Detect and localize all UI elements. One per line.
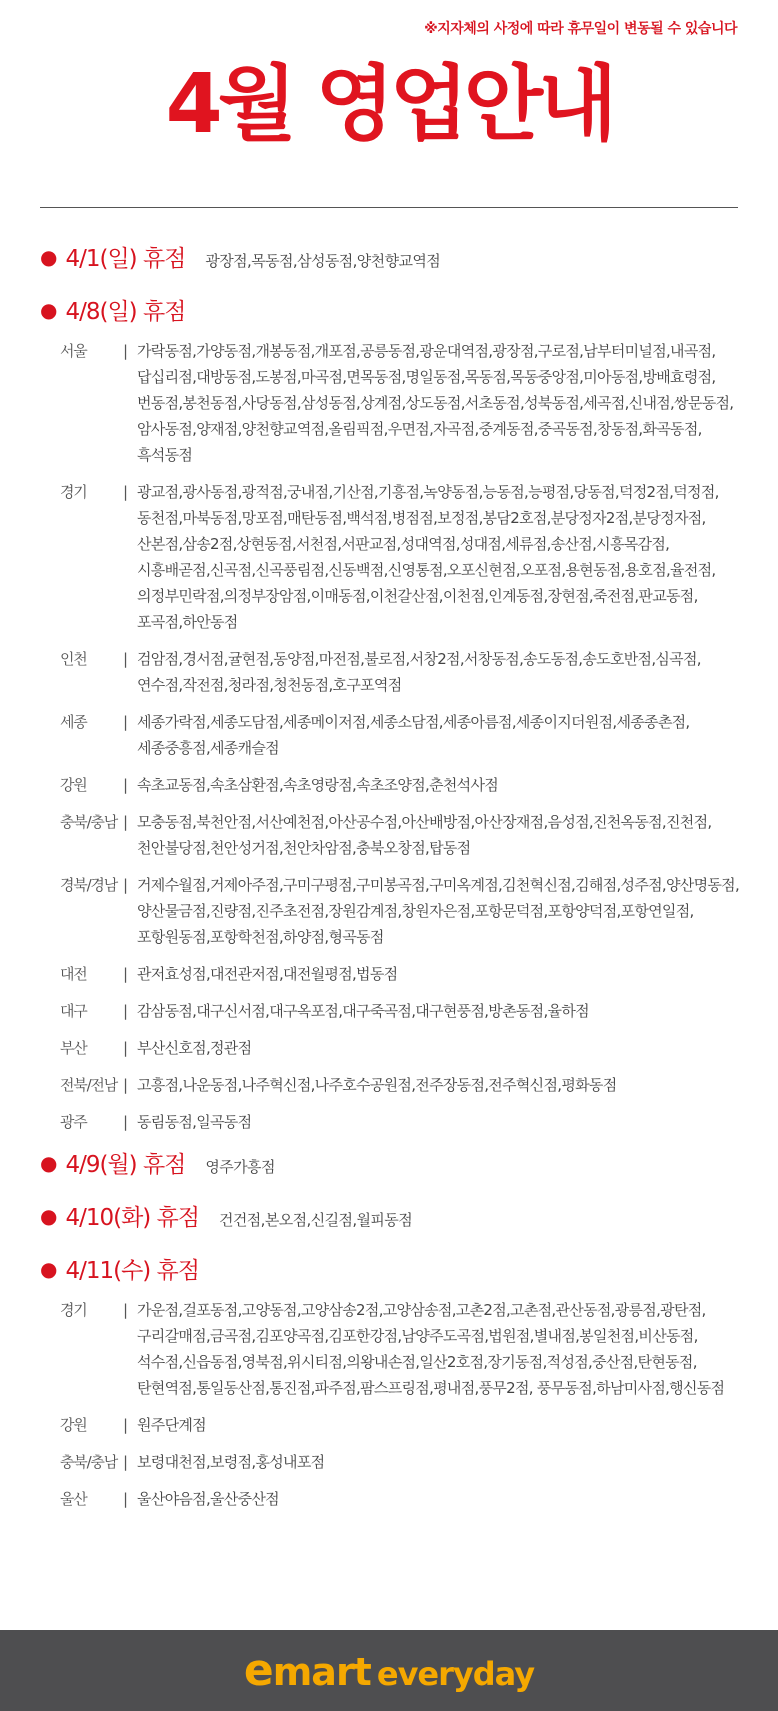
- logo-everyday: everyday: [376, 1655, 535, 1693]
- region-label: 서울: [60, 342, 87, 360]
- store-list: 울산야음점,울산중산점: [137, 1490, 279, 1508]
- section-apr-8: [40, 293, 740, 1135]
- region-row: [60, 338, 740, 468]
- page-title: 4월 영업안내: [165, 57, 613, 152]
- region-label: 경북/경남: [60, 876, 118, 894]
- store-list: 검암점,경서점,귤현점,동양점,마전점,불로점,서창2점,서창동점,송도동점,송도호반점,심곡점,연수점,작전점,청라점,청천동점,호구포역점: [137, 650, 701, 694]
- separator: |: [123, 342, 128, 360]
- section-header: [40, 240, 740, 273]
- section-title: 4/9(월) 휴점: [65, 1152, 186, 1178]
- emart-everyday-logo: [244, 1645, 534, 1696]
- separator: |: [123, 1039, 128, 1057]
- separator: |: [123, 1002, 128, 1020]
- divider: [40, 207, 738, 208]
- separator: |: [123, 1416, 128, 1434]
- section-stores: 건건점,본오점,신길점,월피동점: [219, 1211, 413, 1229]
- bullet-icon: ●: [40, 1151, 58, 1175]
- region-row: [60, 1486, 740, 1512]
- store-list: 부산신호점,정관점: [137, 1039, 252, 1057]
- store-list: 보령대천점,보령점,홍성내포점: [137, 1453, 325, 1471]
- store-list: 동림동점,일곡동점: [137, 1113, 252, 1131]
- store-list: 세종가락점,세종도담점,세종메이저점,세종소담점,세종아름점,세종이지더원점,세종종촌점,세종중흥점,세종캐슬점: [137, 713, 690, 757]
- region-label: 대전: [60, 965, 87, 983]
- separator: |: [123, 813, 128, 831]
- region-row: [60, 998, 740, 1024]
- region-label: 강원: [60, 1416, 87, 1434]
- section-header: [40, 1199, 740, 1232]
- region-label: 경기: [60, 1301, 87, 1319]
- schedule-content: [40, 240, 740, 1523]
- store-list: 모충동점,북천안점,서산예천점,아산공수점,아산배방점,아산장재점,음성점,진천옥동점,진천점,천안불당점,천안성거점,천안차암점,충북오창점,탑동점: [137, 813, 712, 857]
- separator: |: [123, 483, 128, 501]
- separator: |: [123, 1076, 128, 1094]
- region-label: 부산: [60, 1039, 87, 1057]
- bullet-icon: ●: [40, 1204, 58, 1228]
- separator: |: [123, 1490, 128, 1508]
- separator: |: [123, 650, 128, 668]
- section-header: [40, 1146, 740, 1179]
- store-list: 가락동점,가양동점,개봉동점,개포점,공릉동점,광운대역점,광장점,구로점,남부터미널점,내곡점,답십리점,대방동점,도봉점,마곡점,면목동점,명일동점,목동점,목동중앙점,미아동점,방배효령점,번동점,봉천동점,사당동점,삼성동점,상계점,상도동점,서초동점,성북동점,세곡점,신내점,쌍문동점,암사동점,양재점,양천향교역점,올림픽점,우면점,자곡점,중계동점,중곡동점,창동점,화곡동점,흑석동점: [137, 342, 734, 464]
- separator: |: [123, 1301, 128, 1319]
- section-title: 4/1(일) 휴점: [65, 246, 186, 272]
- region-label: 충북/충남: [60, 813, 118, 831]
- logo-e: e: [243, 1645, 273, 1696]
- store-list: 속초교동점,속초삼환점,속초영랑점,속초조양점,춘천석사점: [137, 776, 499, 794]
- store-list: 고흥점,나운동점,나주혁신점,나주호수공원점,전주장동점,전주혁신점,평화동점: [137, 1076, 617, 1094]
- section-stores: 광장점,목동점,삼성동점,양천향교역점: [205, 252, 441, 270]
- notice-text: ※지자체의 사정에 따라 휴무일이 변동될 수 있습니다: [424, 21, 737, 37]
- store-list: 원주단계점: [137, 1416, 206, 1434]
- region-label: 세종: [60, 713, 87, 731]
- section-title: 4/8(일) 휴점: [65, 299, 186, 325]
- separator: |: [123, 876, 128, 894]
- footer: [0, 1630, 778, 1711]
- section-apr-1: [40, 240, 740, 273]
- region-row: [60, 709, 740, 761]
- separator: |: [123, 1113, 128, 1131]
- section-title: 4/11(수) 휴점: [65, 1258, 200, 1284]
- region-label: 충북/충남: [60, 1453, 118, 1471]
- store-list: 거제수월점,거제아주점,구미구평점,구미봉곡점,구미옥계점,김천혁신점,김해점,성주점,양산명동점,양산물금점,진량점,진주초전점,장원감계점,창원자은점,포항문덕점,포항양덕점,포항연일점,포항원동점,포항학천점,하양점,형곡동점: [137, 876, 740, 946]
- separator: |: [123, 965, 128, 983]
- region-label: 강원: [60, 776, 87, 794]
- region-row: [60, 646, 740, 698]
- separator: |: [123, 776, 128, 794]
- bullet-icon: ●: [40, 245, 58, 269]
- section-title: 4/10(화) 휴점: [65, 1205, 200, 1231]
- region-label: 대구: [60, 1002, 87, 1020]
- region-label: 경기: [60, 483, 87, 501]
- store-list: 관저효성점,대전관저점,대전월평점,법동점: [137, 965, 398, 983]
- region-label: 전북/전남: [60, 1076, 118, 1094]
- region-label: 광주: [60, 1113, 87, 1131]
- store-list: 광교점,광사동점,광적점,궁내점,기산점,기흥점,녹양동점,능동점,능평점,당동점,덕정2점,덕정점,동천점,마북동점,망포점,매탄동점,백석점,병점점,보정점,봉담2호점,분당정자2점,분당정자점,산본점,삼송2점,상현동점,서천점,서판교점,성대역점,성대점,세류점,송산점,시흥목감점,시흥배곧점,신곡점,신곡풍림점,신동백점,신영통점,오포신현점,오포점,용현동점,용호점,율전점,의정부민락점,의정부장암점,이매동점,이천갈산점,이천점,인계동점,장현점,죽전점,판교동점,포곡점,하안동점: [137, 483, 719, 631]
- region-list: [40, 1297, 740, 1512]
- section-apr-11: [40, 1252, 740, 1512]
- separator: |: [123, 1453, 128, 1471]
- region-row: [60, 1297, 740, 1401]
- region-row: [60, 479, 740, 635]
- region-row: [60, 1109, 740, 1135]
- separator: |: [123, 713, 128, 731]
- store-list: 가운점,걸포동점,고양동점,고양삼송2점,고양삼송점,고촌2점,고촌점,관산동점,광릉점,광탄점,구리갈매점,금곡점,김포양곡점,김포한강점,남양주도곡점,법원점,별내점,봉일천점,비산동점,석수점,신읍동점,영북점,위시티점,의왕내손점,일산2호점,장기동점,적성점,중산점,탄현동점,탄현역점,통일동산점,통진점,파주점,팜스프링점,평내점,풍무2점, 풍무동점,하남미사점,행신동점: [137, 1301, 725, 1397]
- section-apr-9: [40, 1146, 740, 1179]
- section-header: [40, 1252, 740, 1285]
- region-list: [40, 338, 740, 1135]
- logo-mart: mart: [272, 1650, 371, 1694]
- region-row: [60, 1072, 740, 1098]
- region-row: [60, 961, 740, 987]
- region-label: 울산: [60, 1490, 87, 1508]
- section-stores: 영주가흥점: [205, 1158, 275, 1176]
- region-row: [60, 1412, 740, 1438]
- region-row: [60, 1449, 740, 1475]
- region-row: [60, 772, 740, 798]
- region-row: [60, 872, 740, 950]
- region-row: [60, 1035, 740, 1061]
- region-row: [60, 809, 740, 861]
- bullet-icon: ●: [40, 298, 58, 322]
- store-list: 감삼동점,대구신서점,대구옥포점,대구죽곡점,대구현풍점,방촌동점,율하점: [137, 1002, 589, 1020]
- section-apr-10: [40, 1199, 740, 1232]
- region-label: 인천: [60, 650, 87, 668]
- bullet-icon: ●: [40, 1257, 58, 1281]
- section-header: [40, 293, 740, 326]
